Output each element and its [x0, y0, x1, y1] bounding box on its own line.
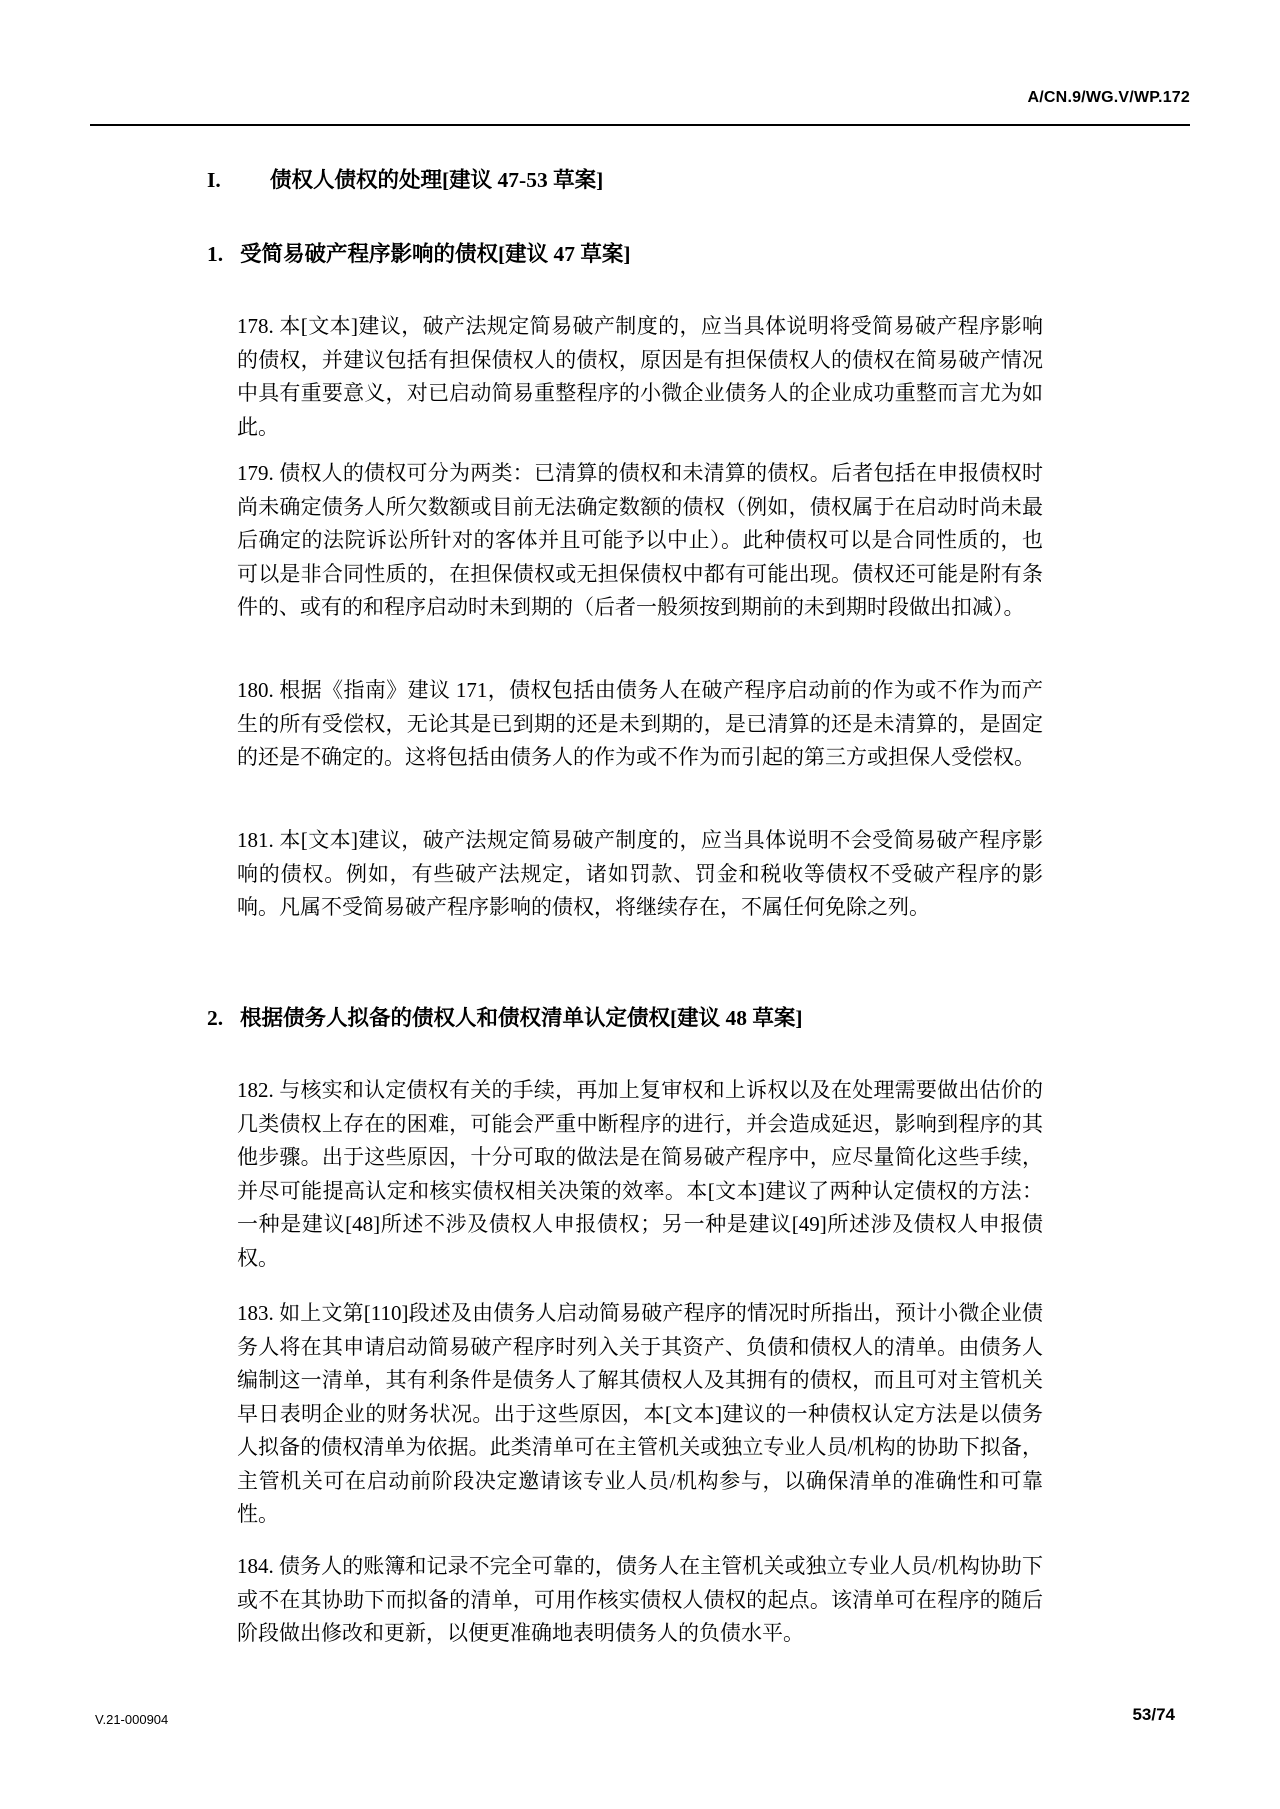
section-2-number: 2.: [207, 1006, 224, 1030]
section-1-heading: [207, 240, 631, 268]
paragraph-184: 184. 债务人的账簿和记录不完全可靠的，债务人在主管机关或独立专业人员/机构协助下或不在其协助下而拟备的清单，可用作核实债权人债权的起点。该清单可在程序的随后阶段做出修改和更新，以便更准确地表明债务人的负债水平。: [237, 1554, 1043, 1645]
chapter-number: I.: [207, 168, 221, 192]
document-header: [90, 88, 1190, 108]
paragraph-183: 183. 如上文第[110]段述及由债务人启动简易破产程序的情况时所指出，预计小微企业债务人将在其申请启动简易破产程序时列入关于其资产、负债和债权人的清单。由债务人编制这一清单，其有利条件是债务人了解其债权人及其拥有的债权，而且可对主管机关早日表明企业的财务状况。出于这些原因，本[文本]建议的一种债权认定方法是以债务人拟备的债权清单为依据。此类清单可在主管机关或独立专业人员/机构的协助下拟备，主管机关可在启动前阶段决定邀请该专业人员/机构参与，以确保清单的准确性和可靠性。: [237, 1301, 1043, 1526]
paragraph-182: 182. 与核实和认定债权有关的手续，再加上复审权和上诉权以及在处理需要做出估价的几类债权上存在的困难，可能会严重中断程序的进行，并会造成延迟，影响到程序的其他步骤。出于这些原因，十分可取的做法是在简易破产程序中，应尽量简化这些手续，并尽可能提高认定和核实债权相关决策的效率。本[文本]建议了两种认定债权的方法：一种是建议[48]所述不涉及债权人申报债权；另一种是建议[49]所述涉及债权人申报债权。: [237, 1078, 1043, 1270]
paragraph-178: 178. 本[文本]建议，破产法规定简易破产制度的，应当具体说明将受简易破产程序影响的债权，并建议包括有担保债权人的债权，原因是有担保债权人的债权在简易破产情况中具有重要意义，对已启动简易重整程序的小微企业债务人的企业成功重整而言尤为如此。: [237, 314, 1043, 439]
section-2-heading: [207, 1004, 803, 1032]
section-1-number: 1.: [207, 242, 224, 266]
paragraph-179: 179. 债权人的债权可分为两类：已清算的债权和未清算的债权。后者包括在申报债权时尚未确定债务人所欠数额或目前无法确定数额的债权（例如，债权属于在启动时尚未最后确定的法院诉讼所针对的客体并且可能予以中止）。此种债权可以是合同性质的，也可以是非合同性质的，在担保债权或无担保债权中都有可能出现。债权还可能是附有条件的、或有的和程序启动时未到期的（后者一般须按到期前的未到期时段做出扣减）。: [237, 461, 1043, 619]
section-2-title: 根据债务人拟备的债权人和债权清单认定债权[建议 48 草案]: [240, 1006, 803, 1030]
paragraph-180: 180. 根据《指南》建议 171，债权包括由债务人在破产程序启动前的作为或不作为而产生的所有受偿权，无论其是已到期的还是未到期的，是已清算的还是未清算的，是固定的还是不确定的。这将包括由债务人的作为或不作为而引起的第三方或担保人受偿权。: [237, 678, 1043, 769]
section-1-title: 受简易破产程序影响的债权[建议 47 草案]: [240, 242, 631, 266]
header-rule: [90, 124, 1190, 126]
chapter-heading: [207, 166, 603, 194]
footer-page-number: 53/74: [1132, 1705, 1175, 1724]
footer-doc-id: V.21-000904: [95, 1712, 169, 1727]
paragraph-181: 181. 本[文本]建议，破产法规定简易破产制度的，应当具体说明不会受简易破产程序影响的债权。例如，有些破产法规定，诸如罚款、罚金和税收等债权不受破产程序的影响。凡属不受简易破产程序影响的债权，将继续存在，不属任何免除之列。: [237, 828, 1043, 919]
document-symbol: A/CN.9/WG.V/WP.172: [1027, 89, 1190, 106]
chapter-title: 债权人债权的处理[建议 47-53 草案]: [270, 168, 604, 192]
